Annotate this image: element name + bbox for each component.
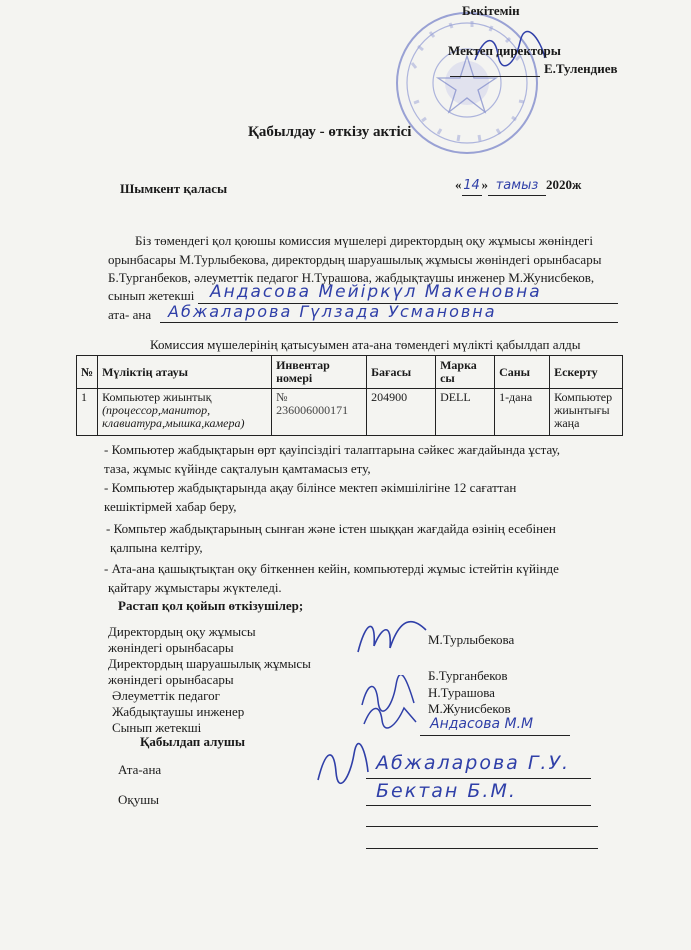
parent-name: Абжаларова Гүлзада Усмановна (168, 302, 497, 321)
signatory-2-role-b: жөніндегі орынбасары (108, 672, 234, 687)
city: Шымкент қаласы (120, 181, 228, 196)
signature-zhunisbekov (360, 700, 420, 730)
signatories-heading: Растап қол қойып өткізушілер; (118, 598, 304, 613)
signatory-4-role: Жабдықтаушы инженер (112, 704, 245, 719)
date-year: 2020ж (546, 177, 582, 192)
signature-turlybekova (352, 612, 432, 662)
page-title: Қабылдау - өткізу актісі (248, 124, 412, 140)
receiver-parent-label: Ата-ана (118, 762, 162, 777)
intro-line-2: орынбасары М.Турлыбекова, директордың шаруашылық жұмысы жөніндегі орынбасары (108, 252, 602, 267)
parent-label: ата- ана (108, 307, 152, 322)
header-inventory: Инвентар номері (272, 356, 367, 389)
cell-brand: DELL (436, 389, 495, 436)
intro-line-3: Б.Турганбеков, әлеуметтік педагог Н.Турашова, жабдықтаушы инженер М.Жунисбеков, (108, 270, 595, 285)
date-day: 14 (462, 177, 482, 196)
class-teacher-name: Андасова Мейіркүл Макеновна (210, 282, 542, 302)
condition-2b: кешіктірмей хабар беру, (104, 499, 237, 514)
cell-price: 204900 (367, 389, 436, 436)
blank-line-2 (366, 848, 598, 849)
condition-4a: - Ата-ана қашықтықтан оқу біткеннен кейін, компьютерді жұмыс істейтін күйінде (104, 561, 559, 576)
header-qty: Саны (495, 356, 550, 389)
inventory-table (76, 355, 623, 436)
condition-3b: қалпына келтіру, (110, 540, 203, 555)
receiver-parent-name: Абжаларова Г.У. (376, 752, 571, 774)
header-note: Ескерту (550, 356, 623, 389)
receiver-student-label: Оқушы (118, 792, 159, 807)
cell-no: 1 (77, 389, 98, 436)
condition-2a: - Компьютер жабдықтарында ақау білінсе мектеп әкімшілігіне 12 сағаттан (104, 480, 517, 495)
date (455, 176, 581, 196)
approval-line-1: Бекітемін (462, 3, 520, 18)
signatory-1-role-b: жөніндегі орынбасары (108, 640, 234, 655)
header-no: № (77, 356, 98, 389)
signatory-4-name: М.Жунисбеков (428, 701, 511, 716)
signatory-5-underline (420, 735, 570, 736)
header-name: Мүліктің атауы (98, 356, 272, 389)
class-teacher-label: сынып жетекші (108, 288, 195, 303)
condition-1b: таза, жұмыс күйінде сақталуын қамтамасыз ету, (104, 461, 371, 476)
approval-signature-line (450, 76, 540, 77)
blank-line-1 (366, 826, 598, 827)
condition-1a: - Компьютер жабдықтарын өрт қауіпсіздігі талаптарына сәйкес жағдайында ұстау, (104, 442, 561, 457)
cell-note: Компьютер жиынтығы жаңа (550, 389, 623, 436)
cell-name-main: Компьютер жиынтық (102, 390, 212, 404)
signatory-2-role-a: Директордың шаруашылық жұмысы (108, 656, 311, 671)
parent-underline (160, 322, 618, 323)
date-close-quote: » (481, 177, 488, 192)
approval-director-name: Е.Тулендиев (544, 61, 618, 76)
cell-name-detail: (процессор,манитор, клавиатура,мышка,камера) (102, 403, 245, 430)
table-row (77, 389, 623, 436)
receiver-parent-underline (366, 778, 591, 779)
header-brand: Марка сы (436, 356, 495, 389)
commission-line: Комиссия мүшелерінің қатысуымен ата-ана төмендегі мүлікті қабылдап алды (150, 337, 581, 352)
table-header-row (77, 356, 623, 389)
cell-name (98, 389, 272, 436)
approval-line-2: Мектеп директоры (448, 43, 561, 58)
intro-line-1: Біз төмендегі қол қоюшы комиссия мүшелері директордың оқу жұмысы жөніндегі (135, 233, 594, 248)
header-price: Бағасы (367, 356, 436, 389)
date-open-quote: « (455, 177, 462, 192)
cell-inventory: № 236006000171 (272, 389, 367, 436)
date-month: тамыз (488, 177, 546, 196)
signatory-2-name: Б.Турганбеков (428, 668, 508, 683)
cell-qty: 1-дана (495, 389, 550, 436)
signatory-5-role: Сынып жетекші (112, 720, 202, 735)
condition-4b: қайтару жұмыстары жүктеледі. (108, 580, 282, 595)
signatory-1-role-a: Директордың оқу жұмысы (108, 624, 256, 639)
signatory-1-name: М.Турлыбекова (428, 632, 515, 647)
receivers-heading: Қабылдап алушы (140, 734, 246, 749)
signatory-5-name: Андасова М.М (430, 716, 534, 732)
signature-parent (312, 742, 372, 786)
signatory-3-role: Әлеуметтік педагог (112, 688, 220, 703)
condition-3a: - Компьтер жабдықтарының сынған және істен шыққан жағдайда өзінің есебінен (106, 521, 556, 536)
receiver-student-name: Бектан Б.М. (376, 780, 517, 802)
receiver-student-underline (366, 805, 591, 806)
signatory-3-name: Н.Турашова (428, 685, 495, 700)
